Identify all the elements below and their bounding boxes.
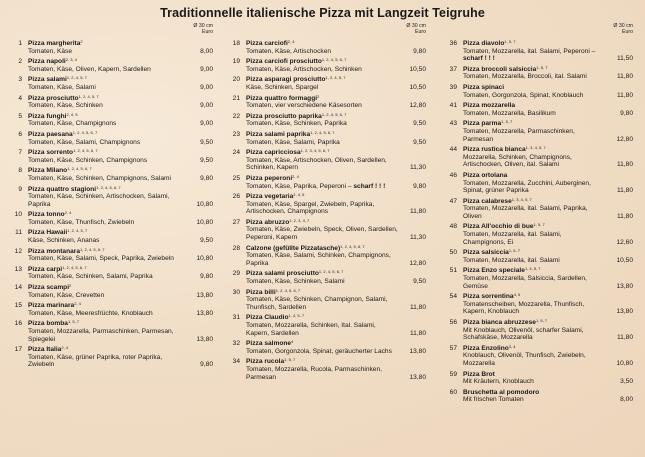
item-name: Pizza funghi <box>28 112 67 120</box>
item-number: 41 <box>449 102 457 110</box>
item-name: Pizza sorrentina <box>463 293 514 301</box>
menu-item <box>8 186 213 209</box>
item-price: 9,80 <box>200 273 213 281</box>
item-description: Tomaten, Mozzarella, ital. Salami, Peperoni – scharf ! ! ! <box>463 47 596 63</box>
item-description: Tomaten, Käse, Salami, Champignons <box>28 138 141 146</box>
item-price: 9,50 <box>413 138 426 146</box>
allergen-codes: 1, 2, 4, 5, 7 <box>325 75 346 81</box>
menu-item <box>8 95 213 110</box>
item-name: Pizza prosciutto paprika <box>246 112 322 120</box>
item-price: 11,80 <box>616 161 633 169</box>
menu-item <box>8 229 213 244</box>
item-name: Pizza mozzarella <box>463 102 516 110</box>
item-name: Pizza peperoni <box>246 174 293 182</box>
item-number: 21 <box>232 94 240 102</box>
item-price: 8,00 <box>200 47 213 55</box>
allergen-codes: 1, 5, 7 <box>67 319 80 325</box>
spicy-warning: scharf ! ! ! <box>351 182 386 190</box>
menu-item <box>226 314 426 337</box>
item-name: Pizza capricciosa <box>246 149 301 157</box>
item-name: Pizza salami prosciutto <box>246 270 319 278</box>
item-description: Tomaten, Käse, Schinken, Champignons <box>28 156 148 164</box>
allergen-codes: 2, 4, 5 <box>293 192 305 198</box>
item-price: 11,30 <box>409 164 426 172</box>
item-price: 9,00 <box>200 102 213 110</box>
item-name: Pizza broccoli salsiccia <box>463 65 537 73</box>
item-description: Tomaten, Käse, Schinken <box>28 102 103 110</box>
item-number: 8 <box>18 167 22 175</box>
menu-item <box>226 113 426 128</box>
item-price: 11,80 <box>616 334 633 342</box>
item-price: 13,80 <box>616 308 633 316</box>
item-name: Pizza Hawaii <box>28 229 68 237</box>
item-description: Mit Kräutern, Knoblauch <box>463 378 534 386</box>
menu-item <box>443 319 633 342</box>
allergen-codes: 2, 4 <box>61 345 69 351</box>
menu-item <box>226 219 426 242</box>
allergen-codes: 1, 5, 7 <box>501 119 513 125</box>
item-price: 9,00 <box>200 120 213 128</box>
item-price: 10,50 <box>616 256 633 264</box>
item-price: 13,80 <box>196 309 213 317</box>
item-name: Pizza asparagi prosciutto <box>246 76 326 84</box>
item-name: Pizza carciofi <box>246 40 288 47</box>
item-price: 9,80 <box>620 109 633 117</box>
item-name: Pizza rucola <box>246 358 285 366</box>
item-number: 44 <box>449 146 457 154</box>
menu-item <box>226 193 426 216</box>
item-description: Tomaten, Käse, Artischocken, Oliven, Sardellen, Schinken, Kapern <box>246 156 387 172</box>
menu-item <box>443 172 633 195</box>
item-number: 39 <box>449 83 457 91</box>
allergen-codes: 1, 2, 4, 5, 6, 7 <box>73 148 98 154</box>
menu-item <box>226 340 426 355</box>
item-price: 10,80 <box>196 200 213 208</box>
item-number: 11 <box>15 229 22 237</box>
item-price: 11,50 <box>616 55 633 63</box>
item-description: Mozzarella, Schinken, Champignons, Artischocken, Oliven, ital. Salami <box>463 153 572 169</box>
item-price: 11,80 <box>616 91 633 99</box>
item-name: Pizza spinaci <box>463 83 505 91</box>
item-name: Pizza napoli <box>28 58 66 66</box>
menu-column-3 <box>443 24 633 407</box>
menu-item <box>226 40 426 55</box>
menu-item <box>8 149 213 164</box>
item-description: Tomaten, Käse, Salami, Speck, Paprika, Zwiebeln <box>28 255 174 263</box>
menu-item <box>443 293 633 316</box>
menu-item <box>8 167 213 182</box>
item-description: Tomaten, Mozzarella, Parmaschinken, Parmesan <box>463 127 575 143</box>
allergen-codes: 1, 4, 5, 7 <box>524 266 541 272</box>
menu-column-2 <box>226 24 426 384</box>
item-name: Pizza scampi <box>28 284 70 292</box>
allergen-codes: 2, 4, 5 <box>66 111 78 117</box>
item-name: Pizza Brot <box>463 370 495 378</box>
menu-item <box>8 211 213 226</box>
item-description: Tomaten, Käse, Zwiebeln, Speck, Oliven, Sardellen, Peperoni, Kapern <box>246 226 398 242</box>
allergen-codes: 1, 5, 7 <box>504 39 516 44</box>
item-price: 13,80 <box>616 282 633 290</box>
menu-item <box>226 76 426 91</box>
item-name: Bruschetta al pomodoro <box>463 388 540 396</box>
menu-item <box>8 248 213 263</box>
item-number: 36 <box>449 40 457 47</box>
item-description: Käse, Schinken, Ananas <box>28 237 100 245</box>
allergen-codes: 2, 4 <box>64 210 72 216</box>
item-name: Pizza rustica bianca <box>463 146 526 154</box>
item-description: Tomaten, Mozzarella, ital. Salami, Paprika, Oliven <box>463 205 588 220</box>
item-number: 7 <box>18 149 22 157</box>
allergen-codes: 1, 2, 4, 5, 6, 7 <box>62 264 87 270</box>
menu-item <box>226 58 426 73</box>
menu-item <box>443 223 633 246</box>
menu-item <box>8 113 213 128</box>
allergen-codes: 1, 2, 3, 4, 5, 6, 7 <box>300 148 330 154</box>
item-name: Pizza calabrese <box>463 197 512 205</box>
menu-item <box>8 266 213 281</box>
menu-item <box>226 270 426 285</box>
item-name: Pizza salsiccia <box>463 249 509 257</box>
allergen-codes: 2 <box>69 283 72 289</box>
item-number: 56 <box>449 319 457 326</box>
item-price: 11,80 <box>616 187 633 195</box>
item-name: Pizza carpi <box>28 265 63 273</box>
allergen-codes: 1, 5, 7 <box>284 357 296 363</box>
item-number: 43 <box>449 120 457 128</box>
menu-item <box>443 198 633 221</box>
item-name: Pizza bianca abruzzese <box>463 319 536 326</box>
menu-item <box>226 131 426 146</box>
item-number: 22 <box>232 112 240 120</box>
item-number: 31 <box>232 314 240 322</box>
item-number: 25 <box>232 174 240 182</box>
item-description: Käse, Schinken, Spargel <box>246 83 319 91</box>
item-name: Pizza prosciutto <box>28 94 79 102</box>
item-price: 9,00 <box>200 83 213 91</box>
item-number: 16 <box>14 320 22 328</box>
item-description: Tomaten, Käse, Artischocken, Schinken <box>246 65 362 73</box>
menu-item <box>8 58 213 73</box>
item-name: Pizza parma <box>463 120 502 128</box>
allergen-codes: 1, 5, 7 <box>535 318 548 323</box>
menu-item <box>443 389 633 404</box>
item-price: 3,50 <box>620 378 633 386</box>
item-name: Pizza Enzolino <box>463 344 509 352</box>
menu-item <box>443 40 633 63</box>
item-description: Tomaten, Käse, Schinken, Champignon, Salami, Thunfisch, Sardellen <box>246 296 388 311</box>
item-name: Pizza sorrento <box>28 149 74 157</box>
item-description: Tomaten, Käse, Oliven, Kapern, Sardellen <box>28 65 151 73</box>
menu-title: Traditionnelle italienische Pizza mit Langzeit Teigruhe <box>160 6 485 20</box>
item-description: Tomaten, Mozzarella, Parmaschinken, Parmesan, Spiegelei <box>28 328 174 343</box>
item-name: Pizza tonno <box>28 211 65 219</box>
item-description: Mit frischen Tomaten <box>463 396 524 404</box>
item-price: 12,80 <box>409 259 426 267</box>
item-description: Tomaten, Käse, Spargel, Zwiebeln, Paprika, Artischocken, Champignons <box>246 200 375 216</box>
item-price: 12,80 <box>616 135 633 143</box>
item-price: 12,80 <box>409 102 426 110</box>
item-number: 17 <box>14 346 22 354</box>
item-description: Tomaten, Käse, Meeresfrüchte, Knoblauch <box>28 309 153 317</box>
allergen-codes: 1, 2, 4, 5, 6, 7 <box>318 269 344 275</box>
item-price: 10,80 <box>196 218 213 226</box>
allergen-codes: 1, 2, 4, 5, 7 <box>66 75 87 81</box>
item-price: 11,80 <box>616 73 633 81</box>
item-price: 13,80 <box>409 347 426 355</box>
item-number: 30 <box>232 288 240 296</box>
item-description: Tomaten, Käse, Schinken, Champignons, Salami <box>28 174 171 182</box>
allergen-codes: 2, 4 <box>292 173 299 179</box>
price-header: Ø 30 cm Euro <box>613 23 633 35</box>
item-name: Pizza Enzo speciale <box>463 267 525 275</box>
item-price: 9,80 <box>200 174 213 182</box>
item-description: Tomaten, Käse, Schinken, Artischocken, Salami, Paprika <box>28 193 170 208</box>
price-header: Ø 30 cm Euro <box>193 23 213 35</box>
item-description: Tomaten, Mozzarella, Basilikum <box>463 109 556 117</box>
item-name: Pizza vegetaria <box>246 193 294 201</box>
allergen-codes: 1, 5, 7 <box>536 64 548 70</box>
item-name: Pizza paesana <box>28 130 73 138</box>
item-name: Calzone (gefüllte Pizzatasche) <box>246 244 341 252</box>
item-price: 9,50 <box>413 278 426 286</box>
item-name: Pizza quattro stagioni <box>28 185 97 193</box>
item-description: Knoblauch, Olivenöl, Thunfisch, Zwiebeln, Mozzarella <box>463 352 586 367</box>
item-number: 18 <box>232 40 240 47</box>
item-description: Tomaten, Käse <box>28 47 72 55</box>
allergen-codes: 1, 3, 4, 5, 7 <box>511 196 532 202</box>
item-number: 12 <box>14 247 22 255</box>
allergen-codes: 2 <box>317 93 320 99</box>
item-description: Mit Knoblauch, Olivenöl, scharfer Salami, Schafskäse, Mozzarella <box>463 326 584 342</box>
item-number: 20 <box>232 76 240 84</box>
item-description: Tomaten, Mozzarella, Schinken, Ital. Salami, Kapern, Sardellen <box>246 322 376 337</box>
item-description: Tomaten, Käse, Schinken, Salami <box>246 278 345 286</box>
item-price: 10,80 <box>616 359 633 367</box>
item-name: Pizza ortolana <box>463 171 508 179</box>
allergen-codes: 4 <box>291 339 294 345</box>
allergen-codes: 1, 2, 4, 5, 6, 7 <box>321 111 347 117</box>
menu-item <box>226 95 426 110</box>
allergen-codes: 1, 2, 3, 4, 7 <box>289 217 310 223</box>
item-name: Pizza Italia <box>28 346 62 354</box>
item-number: 50 <box>449 249 457 257</box>
item-number: 5 <box>18 112 22 120</box>
item-number: 26 <box>232 193 240 201</box>
allergen-codes: 2, 4 <box>287 39 295 44</box>
item-number: 57 <box>449 344 457 352</box>
item-description: Tomaten, Käse, Salami, Schinken, Champignons, Paprika <box>246 252 391 267</box>
item-price: 9,50 <box>200 138 213 146</box>
item-number: 29 <box>232 270 240 278</box>
item-description: Tomaten, Käse, Paprika, Peperoni – scharf ! ! ! <box>246 182 386 190</box>
allergen-codes: 1, 3, 4, 5, 7 <box>525 145 546 151</box>
item-name: Pizza salami <box>28 76 67 84</box>
item-price: 9,80 <box>413 47 426 55</box>
item-name: Pizza All'occhio di bue <box>463 223 534 231</box>
allergen-codes: 2, 4 <box>74 301 81 307</box>
menu-item <box>226 358 426 381</box>
menu-item <box>8 40 213 55</box>
item-number: 23 <box>232 130 240 138</box>
item-price: 9,50 <box>413 120 426 128</box>
menu-item <box>443 102 633 117</box>
menu-item <box>443 249 633 264</box>
item-price: 8,00 <box>620 396 633 404</box>
item-description: Tomaten, Käse, Champignons <box>28 120 117 128</box>
item-number: 2 <box>18 58 22 66</box>
allergen-codes: 3, 4 <box>508 343 516 349</box>
item-price: 11,80 <box>409 303 426 311</box>
item-name: Pizza billi <box>246 288 276 296</box>
allergen-codes: 1, 2, 4, 5, 7 <box>67 228 88 234</box>
item-number: 14 <box>14 284 22 292</box>
item-name: Pizza margherita <box>28 40 81 47</box>
item-price: 13,80 <box>196 335 213 343</box>
price-header: Ø 30 cm Euro <box>406 23 426 35</box>
menu-item <box>8 76 213 91</box>
menu-item <box>226 245 426 268</box>
menu-item <box>443 66 633 81</box>
allergen-codes: 1, 2, 4, 5, 6, 7 <box>96 184 121 190</box>
menu-item <box>443 267 633 290</box>
item-price: 10,50 <box>409 83 426 91</box>
item-number: 4 <box>18 94 22 102</box>
item-description: Tomaten, Käse, Crevetten <box>28 291 105 299</box>
menu-column-1 <box>8 24 213 372</box>
item-description: Tomaten, Mozzarella, Salsiccia, Sardellen, Gemüse <box>463 275 587 290</box>
allergen-codes: 1, 2, 4, 5, 6, 7 <box>72 129 98 135</box>
item-name: Pizza quattro formaggi <box>246 94 318 102</box>
item-description: Tomaten, Käse, Artischocken <box>246 47 332 55</box>
item-number: 3 <box>18 76 22 84</box>
allergen-codes: 1, 5, 7 <box>508 248 520 254</box>
item-description: Tomaten, Käse, Schinken, Salami, Paprika <box>28 273 153 281</box>
item-price: 10,80 <box>196 255 213 263</box>
item-description: Tomatenscheiben, Mozzarella, Thunfisch, Kapern, Knoblauch <box>463 300 585 316</box>
item-number: 48 <box>449 223 457 231</box>
menu-item <box>8 320 213 343</box>
allergen-codes: 2 <box>80 39 83 44</box>
item-price: 12,60 <box>616 238 633 246</box>
item-price: 13,80 <box>409 373 426 381</box>
item-description: Tomaten, Mozzarella, Broccoli, ital. Salami <box>463 73 587 81</box>
item-price: 11,30 <box>409 234 426 242</box>
item-price: 9,00 <box>200 65 213 73</box>
menu-item <box>443 120 633 143</box>
allergen-codes: 1, 4, 5, 7 <box>288 313 305 319</box>
spicy-warning: scharf ! ! ! <box>463 55 495 63</box>
allergen-codes: 2, 3, 4 <box>65 57 77 63</box>
item-price: 11,80 <box>616 212 633 220</box>
item-number: 28 <box>232 244 240 252</box>
allergen-codes: 1, 2, 4, 5, 6, 7 <box>67 166 92 172</box>
menu-item <box>8 302 213 317</box>
item-name: Pizza salami paprika <box>246 130 311 138</box>
allergen-codes: 1, 2, 4, 5, 6, 7 <box>340 243 365 249</box>
item-price: 9,50 <box>200 237 213 245</box>
menu-item <box>8 131 213 146</box>
item-description: Tomaten, Käse, Salami <box>28 83 96 91</box>
item-number: 37 <box>449 65 457 73</box>
item-number: 27 <box>232 218 240 226</box>
item-description: Tomaten, Gorgonzola, Spinat, Knoblauch <box>463 91 584 99</box>
item-price: 13,80 <box>196 291 213 299</box>
item-name: Pizza marinara <box>28 302 75 310</box>
item-description: Tomaten, Käse, Schinken, Paprika <box>246 120 347 128</box>
item-price: 9,50 <box>200 156 213 164</box>
item-name: Pizza diavolo <box>463 40 505 47</box>
item-number: 34 <box>232 358 240 366</box>
allergen-codes: 1, 2, 4, 5, 6, 7 <box>80 246 105 252</box>
item-number: 54 <box>449 293 457 301</box>
item-number: 10 <box>14 211 22 219</box>
item-number: 59 <box>449 370 457 378</box>
item-number: 32 <box>232 340 240 348</box>
allergen-codes: 1, 2, 4, 5, 7 <box>78 93 99 99</box>
item-description: Tomaten, Mozzarella, Zucchini, Auberginen, Spinat, grüner Paprika <box>463 179 591 195</box>
item-price: 11,80 <box>409 208 426 216</box>
item-description: Tomaten, Käse, grüner Paprika, roter Paprika, Zwiebeln <box>28 353 163 369</box>
allergen-codes: 1, 2, 4, 5, 6, 7 <box>275 287 301 293</box>
item-number: 60 <box>449 388 457 396</box>
item-price: 11,80 <box>409 329 426 337</box>
item-number: 9 <box>18 185 22 193</box>
item-description: Tomaten, vier verschiedene Käsesorten <box>246 102 362 110</box>
item-price: 10,50 <box>409 65 426 73</box>
menu-item <box>443 84 633 99</box>
item-price: 9,80 <box>200 361 213 369</box>
item-number: 24 <box>232 149 240 157</box>
menu-item <box>226 175 426 190</box>
item-number: 51 <box>449 267 457 275</box>
item-name: Pizza salmone <box>246 340 292 348</box>
item-number: 1 <box>18 40 22 47</box>
item-description: Tomaten, Gorgonzola, Spinat, geräucherter Lachs <box>246 347 392 355</box>
item-name: Pizza abruzzo <box>246 218 290 226</box>
item-price: 9,80 <box>413 182 426 190</box>
item-description: Tomaten, Käse, Salami, Paprika <box>246 138 340 146</box>
item-name: Pizza Claudio <box>246 314 289 322</box>
item-number: 15 <box>14 302 22 310</box>
item-name: Pizza bomba <box>28 320 68 328</box>
item-description: Tomaten, Mozzarella, ital. Salami, Champignons, Ei <box>463 231 562 246</box>
item-description: Tomaten, Käse, Thunfisch, Zwiebeln <box>28 218 135 226</box>
allergen-codes: 4, 5 <box>513 292 521 298</box>
item-name: Pizza carciofi prosciutto <box>246 58 322 66</box>
item-name: Pizza Milano <box>28 167 68 175</box>
item-number: 47 <box>449 197 457 205</box>
menu-item <box>226 149 426 172</box>
allergen-codes: 1, 2, 4, 5, 6, 7 <box>321 57 347 63</box>
menu-item <box>443 345 633 368</box>
menu-item <box>443 371 633 386</box>
menu-item <box>226 289 426 312</box>
allergen-codes: 1, 2, 4, 5, 6, 7 <box>310 129 335 135</box>
item-number: 19 <box>232 58 240 66</box>
item-description: Tomaten, Mozzarella, Rucola, Parmaschinken, Parmesan <box>246 365 382 381</box>
item-number: 13 <box>14 265 22 273</box>
allergen-codes: 1, 5, 7 <box>533 222 545 228</box>
item-description: Tomaten, Mozzarella, ital. Salami <box>463 256 560 264</box>
menu-item <box>8 346 213 369</box>
item-number: 46 <box>449 171 457 179</box>
menu-item <box>443 146 633 169</box>
menu-item <box>8 284 213 299</box>
item-name: Pizza montanara <box>28 247 81 255</box>
item-number: 6 <box>18 130 22 138</box>
